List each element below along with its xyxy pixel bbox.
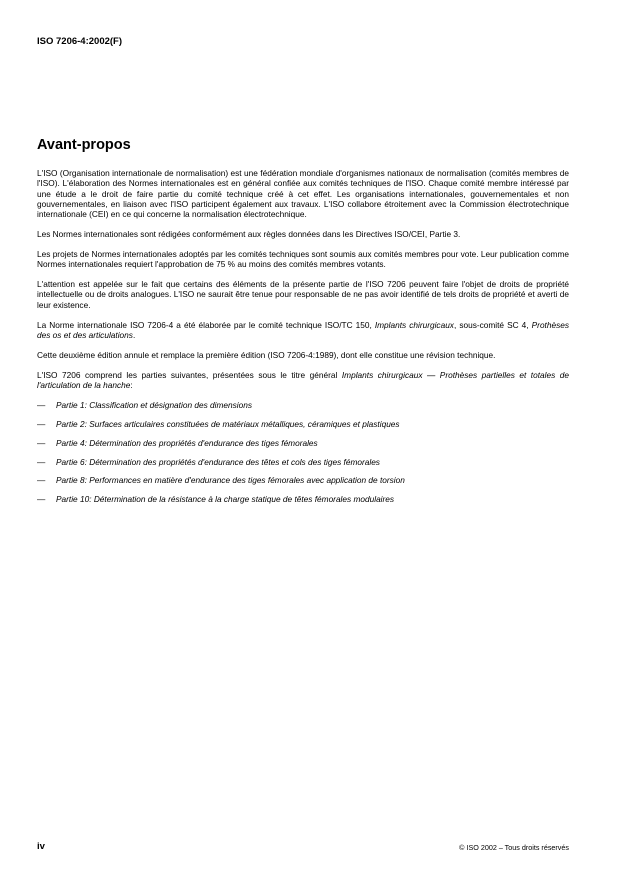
list-dash: — (37, 494, 46, 505)
committee-name: Implants chirurgicaux (374, 319, 454, 330)
parts-list (37, 400, 569, 505)
list-dash: — (37, 456, 46, 467)
part-label: Partie 8: Performances en matière d'endurance des tiges fémorales avec application de torsion (56, 475, 405, 486)
paragraph-iso-organisation: L'ISO (Organisation internationale de normalisation) est une fédération mondiale d'organismes nationaux de normalisation (comités membres de l'ISO). L'élaboration des Normes internationales est en général confiée aux comités techniques de l'ISO. Chaque comité membre intéressé par une étude a le droit de faire partie du comité technique créé à cet effet. Les organisations internationales, gouvernementales et non gouvernementales, en liaison avec l'ISO participent également aux travaux. L'ISO collabore étroitement avec la Commission électrotechnique internationale (CEI) en ce qui concerne la normalisation électrotechnique. (37, 168, 569, 220)
list-item (37, 419, 569, 429)
list-item (37, 438, 569, 448)
paragraph-committee (37, 320, 569, 341)
foreword-body (37, 168, 569, 513)
part-label: Partie 10: Détermination de la résistance à la charge statique de têtes fémorales modulaires (56, 494, 395, 505)
list-dash: — (37, 437, 46, 448)
general-title: Implants chirurgicaux — Prothèses partielles et totales de l'articulation de la hanche (37, 369, 569, 391)
committee-text-1: La Norme internationale ISO 7206-4 a été élaborée par le comité technique ISO/TC 150, (37, 319, 375, 330)
list-item (37, 494, 569, 504)
paragraph-voting: Les projets de Normes internationales adoptés par les comités techniques sont soumis aux comités membres pour vote. Leur publication comme Normes internationales requiert l'approbation de 75 % au moins des comités membres votants. (37, 248, 569, 270)
page-number: iv (37, 841, 45, 852)
part-label: Partie 2: Surfaces articulaires constituées de matériaux métalliques, céramiques et plastiques (56, 418, 400, 429)
copyright-notice: © ISO 2002 – Tous droits réservés (459, 843, 569, 852)
paragraph-directives: Les Normes internationales sont rédigées conformément aux règles données dans les Directives ISO/CEI, Partie 3. (37, 229, 461, 240)
part-label: Partie 1: Classification et désignation des dimensions (56, 399, 253, 410)
paragraph-parts-intro (37, 370, 569, 391)
list-item (37, 457, 569, 467)
subcommittee-name: Prothèses des os et des articulations (37, 319, 569, 340)
list-dash: — (37, 418, 46, 429)
page-title: Avant-propos (37, 137, 131, 153)
paragraph-patent-rights: L'attention est appelée sur le fait que certains des éléments de la présente partie de l'ISO 7206 peuvent faire l'objet de droits de propriété intellectuelle ou de droits analogues. L'ISO ne saurait être tenue pour responsable de ne pas avoir identifié de tels droits de propriété et averti de leur existence. (37, 279, 569, 310)
document-id-header: ISO 7206-4:2002(F) (37, 36, 123, 47)
parts-intro-colon: : (130, 380, 133, 391)
list-item (37, 475, 569, 485)
parts-intro-text: L'ISO 7206 comprend les parties suivantes, présentées sous le titre général (37, 369, 342, 380)
part-label: Partie 4: Détermination des propriétés d'endurance des tiges fémorales (56, 437, 318, 448)
list-dash: — (37, 399, 46, 410)
paragraph-edition: Cette deuxième édition annule et remplace la première édition (ISO 7206-4:1989), dont elle constitue une révision technique. (37, 349, 496, 360)
committee-text-2: , sous-comité SC 4, (453, 319, 532, 330)
part-label: Partie 6: Détermination des propriétés d'endurance des têtes et cols des tiges fémorales (56, 456, 380, 467)
list-item (37, 400, 569, 410)
list-dash: — (37, 475, 46, 486)
committee-text-3: . (132, 329, 136, 340)
